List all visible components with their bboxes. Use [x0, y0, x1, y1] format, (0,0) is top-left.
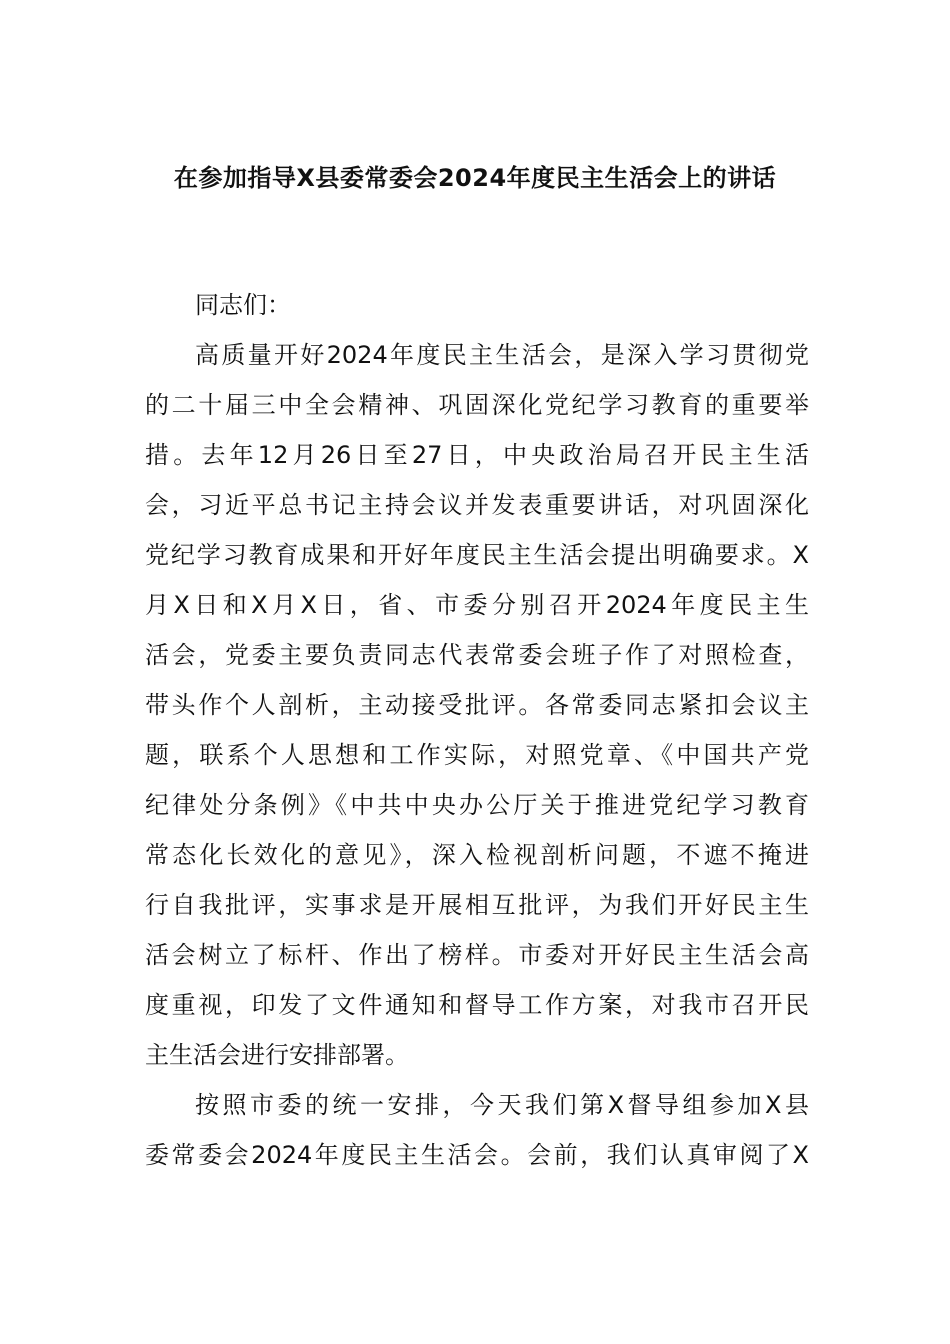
paragraph-line: 活会，党委主要负责同志代表常委会班子作了对照检查， — [145, 641, 809, 669]
paragraph-line: 高质量开好2024年度民主生活会，是深入学习贯彻党 — [195, 341, 809, 369]
paragraph-line: 常态化长效化的意见》，深入检视剖析问题，不遮不掩进 — [145, 841, 809, 869]
paragraph-line: 行自我批评，实事求是开展相互批评，为我们开好民主生 — [145, 891, 809, 919]
document-title: 在参加指导X县委常委会2024年度民主生活会上的讲话 — [173, 164, 777, 192]
paragraph-line: 的二十届三中全会精神、巩固深化党纪学习教育的重要举 — [145, 391, 809, 419]
paragraph-line: 措。去年12月26日至27日，中央政治局召开民主生活 — [145, 441, 809, 469]
paragraph-line: 按照市委的统一安排，今天我们第X督导组参加X县 — [195, 1091, 809, 1119]
paragraph-2 — [145, 1080, 809, 1180]
document-body — [145, 280, 809, 1180]
paragraph-line: 纪律处分条例》《中共中央办公厅关于推进党纪学习教育 — [145, 791, 809, 819]
paragraph-line: 会，习近平总书记主持会议并发表重要讲话，对巩固深化 — [145, 491, 809, 519]
paragraph-line: 度重视，印发了文件通知和督导工作方案，对我市召开民 — [145, 991, 809, 1019]
salutation: 同志们： — [195, 291, 291, 319]
paragraph-line: 委常委会2024年度民主生活会。会前，我们认真审阅了X — [145, 1141, 809, 1169]
paragraph-line: 月X日和X月X日，省、市委分别召开2024年度民主生 — [145, 591, 809, 619]
paragraph-line: 活会树立了标杆、作出了榜样。市委对开好民主生活会高 — [145, 941, 809, 969]
paragraph-line: 党纪学习教育成果和开好年度民主生活会提出明确要求。X — [145, 541, 809, 569]
paragraph-line: 题，联系个人思想和工作实际，对照党章、《中国共产党 — [145, 741, 809, 769]
paragraph-line: 带头作个人剖析，主动接受批评。各常委同志紧扣会议主 — [145, 691, 809, 719]
paragraph-1 — [145, 330, 809, 1080]
paragraph-line: 主生活会进行安排部署。 — [145, 1041, 409, 1069]
